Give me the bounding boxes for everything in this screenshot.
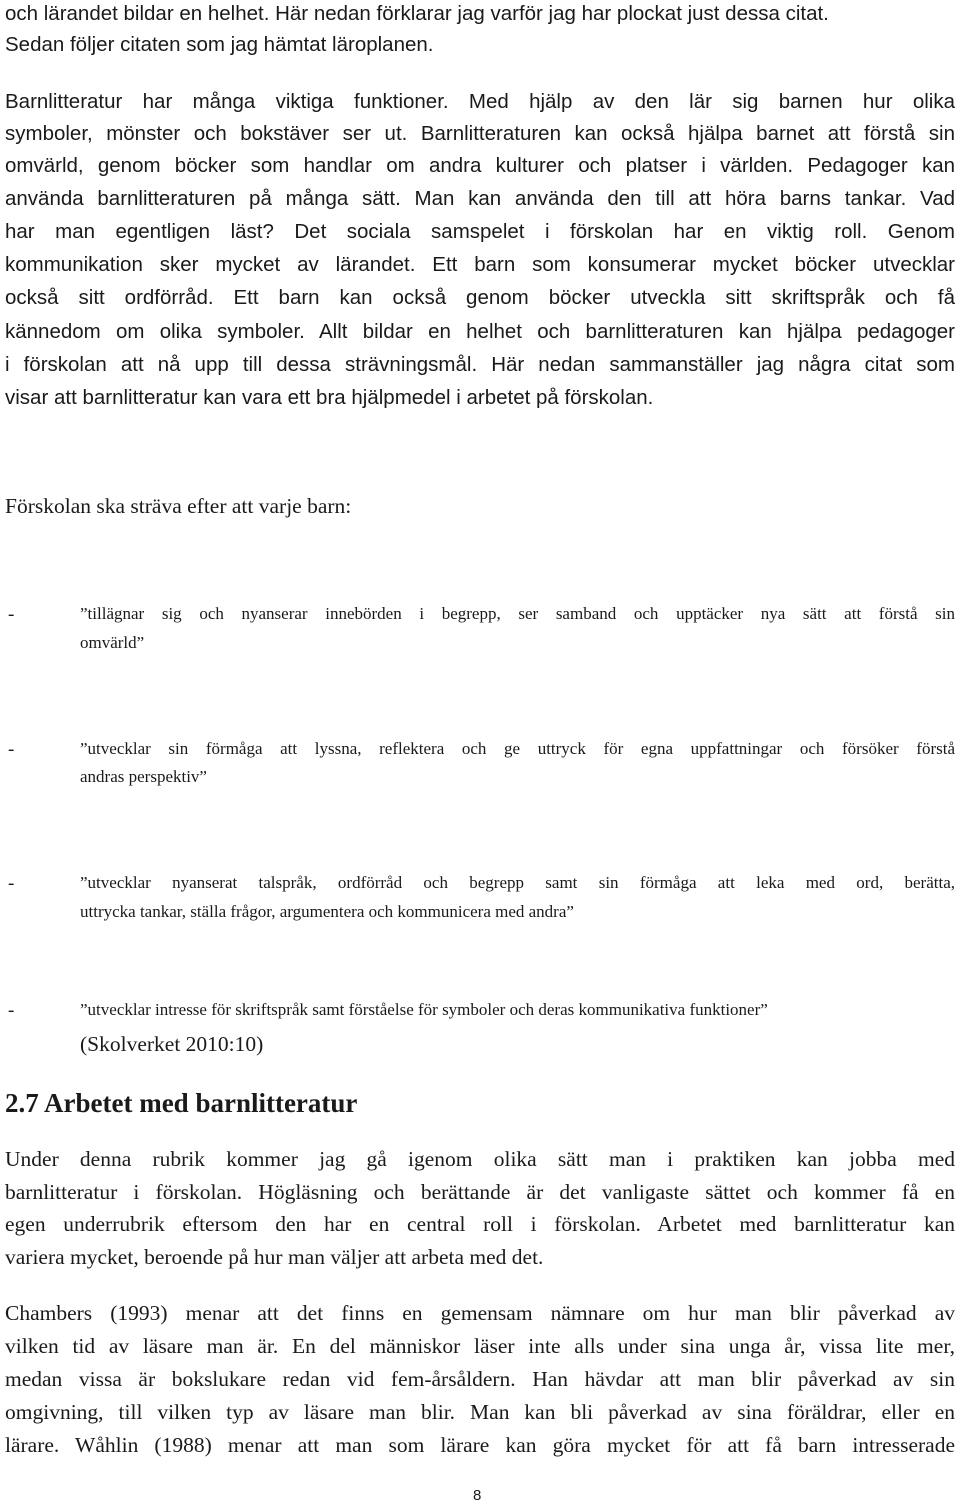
text-line: och lärandet bildar en helhet. Här nedan förklarar jag varför jag har plockat just dessa citat. xyxy=(5,2,829,25)
quote-line: andras perspektiv” xyxy=(80,767,207,786)
citation: (Skolverket 2010:10) xyxy=(80,1032,264,1056)
paragraph-line: Chambers (1993) menar att det finns en gemensam nämnare om hur man blir påverkad av xyxy=(5,1301,955,1325)
paragraph-line: symboler, mönster och bokstäver ser ut. Barnlitteraturen kan också hjälpa barnet att förstå sin xyxy=(5,122,955,145)
paragraph-line: lärare. Wåhlin (1988) menar att man som lärare kan göra mycket för att få barn intresserade xyxy=(5,1433,955,1457)
paragraph-line: medan vissa är bokslukare redan vid fem-årsåldern. Han hävdar att man blir påverkad av sin xyxy=(5,1367,955,1391)
paragraph-line: använda barnlitteraturen på många sätt. Man kan använda den till att höra barns tankar. Vad xyxy=(5,187,955,210)
quote-line: ”utvecklar intresse för skriftspråk samt förståelse för symboler och deras kommunikativa funktioner” xyxy=(80,1000,768,1019)
list-dash: - xyxy=(8,1000,15,1021)
paragraph-line: Barnlitteratur har många viktiga funktioner. Med hjälp av den lär sig barnen hur olika xyxy=(5,90,955,113)
paragraph-line: i förskolan att nå upp till dessa strävningsmål. Här nedan sammanställer jag några citat som xyxy=(5,353,955,376)
list-dash: - xyxy=(8,604,15,625)
list-dash: - xyxy=(8,739,15,760)
paragraph-line: kommunikation sker mycket av lärandet. Ett barn som konsumerar mycket böcker utvecklar xyxy=(5,253,955,276)
paragraph-line: egen underrubrik eftersom den har en central roll i förskolan. Arbetet med barnlitteratur kan xyxy=(5,1212,955,1236)
paragraph-line: har man egentligen läst? Det sociala samspelet i förskolan har en viktig roll. Genom xyxy=(5,220,955,243)
paragraph-line: omgivning, till vilken typ av läsare man blir. Man kan bli påverkad av sina föräldrar, eller en xyxy=(5,1400,955,1424)
quote-line: ”utvecklar nyanserat talspråk, ordförråd och begrepp samt sin förmåga att leka med ord, berätta, xyxy=(80,873,955,892)
quote-line: uttrycka tankar, ställa frågor, argumentera och kommunicera med andra” xyxy=(80,902,574,921)
quote-line: omvärld” xyxy=(80,633,145,652)
section-heading: 2.7 Arbetet med barnlitteratur xyxy=(5,1088,358,1118)
quote-line: ”utvecklar sin förmåga att lyssna, reflektera och ge uttryck för egna uppfattningar och försöker förstå xyxy=(80,739,955,758)
text-line: Sedan följer citaten som jag hämtat läroplanen. xyxy=(5,33,434,56)
page-number: 8 xyxy=(473,1487,482,1504)
paragraph-line: visar att barnlitteratur kan vara ett bra hjälpmedel i arbetet på förskolan. xyxy=(5,386,654,409)
list-dash: - xyxy=(8,873,15,894)
paragraph-line: barnlitteratur i förskolan. Högläsning och berättande är det vanligaste sättet och kommer få en xyxy=(5,1180,955,1204)
paragraph-line: vilken tid av läsare man är. En del människor läser inte alls under sina unga år, vissa lite mer, xyxy=(5,1334,955,1358)
paragraph-line: också sitt ordförråd. Ett barn kan också genom böcker utveckla sitt skriftspråk och få xyxy=(5,286,955,309)
quote-line: ”tillägnar sig och nyanserar innebörden i begrepp, ser samband och upptäcker nya sätt att förstå sin xyxy=(80,604,955,623)
paragraph-line: variera mycket, beroende på hur man väljer att arbeta med det. xyxy=(5,1245,544,1269)
list-intro: Förskolan ska sträva efter att varje barn: xyxy=(5,494,352,518)
paragraph-line: kännedom om olika symboler. Allt bildar en helhet och barnlitteraturen kan hjälpa pedagoger xyxy=(5,320,955,343)
paragraph-line: omvärld, genom böcker som handlar om andra kulturer och platser i världen. Pedagoger kan xyxy=(5,154,955,177)
paragraph-line: Under denna rubrik kommer jag gå igenom olika sätt man i praktiken kan jobba med xyxy=(5,1147,955,1171)
